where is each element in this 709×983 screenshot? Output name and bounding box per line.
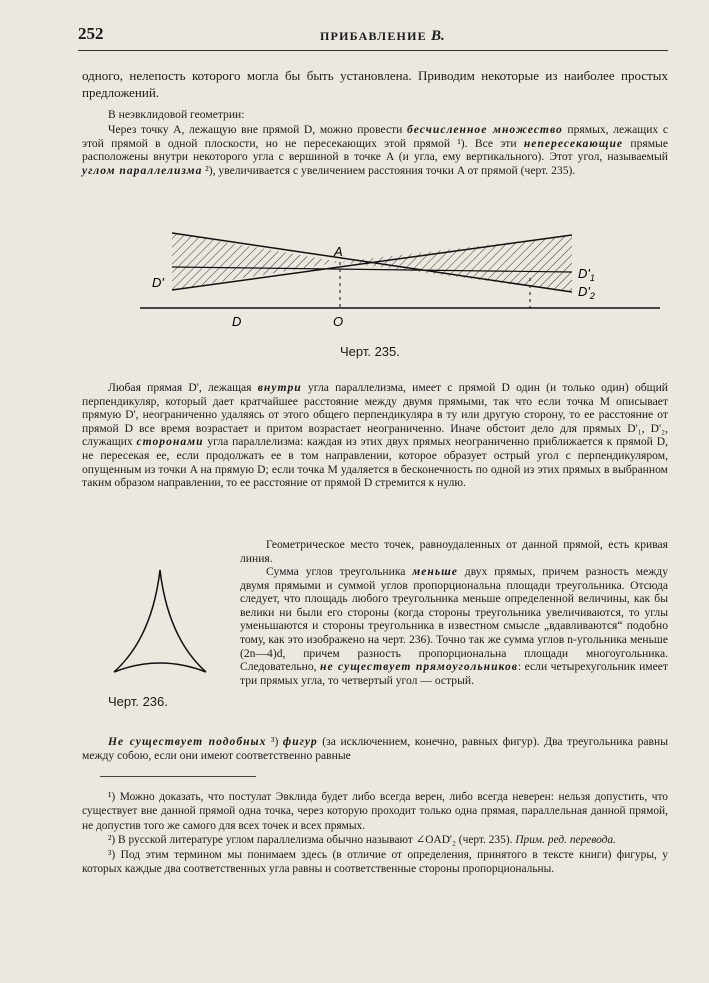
running-head [320, 28, 445, 45]
figure-235 [140, 228, 660, 338]
text-run: угла параллелизма: каждая из этих двух прямых неограниченно приближается к прямой D, не пересекая ее, если продолжать ее в том направлении, которое образует острый угол с перпендикуляром, опущенным из точки A на прямую D; если точка M удаляется в бесконечность по одной из этих прямых в выбранном таким образом направлении, то ее расстояние от прямой D стремится к нулю. [82, 435, 668, 490]
emphasis: бесчисленное множество [407, 123, 563, 136]
text-run: Любая прямая D', лежащая [108, 381, 258, 394]
emphasis: Не существует подобных [108, 735, 267, 748]
emphasis: сторонами [136, 435, 204, 449]
editor-note: Прим. ред. перевода. [515, 834, 616, 847]
paragraph-similar-figures [82, 735, 668, 762]
text-run: Через точку A, лежащую вне прямой D, можно провести [108, 123, 408, 136]
paragraph-equidistant: Геометрическое место точек, равноудаленных от данной прямой, есть кривая линия. [240, 538, 668, 565]
text-run: Сумма углов треугольника [266, 565, 413, 578]
paragraph-triangle-sum [240, 565, 668, 687]
page-number: 252 [78, 24, 104, 43]
text-run: прямых, лежащих с этой прямой в одной плоскости, но не пересекающих этой прямой ¹). Все эти [82, 123, 669, 150]
running-head-title: ПРИБАВЛЕНИЕ [320, 29, 427, 43]
label-d1 [578, 266, 595, 283]
emphasis: не существует прямоугольников [320, 660, 518, 674]
text-run: прямые расположены внутри некоторого угла с вершиной в точке A (и угла, ему вертикального). Этот угол, называемый [82, 136, 668, 164]
paragraph-intro: одного, нелепость которого могла бы быть установлена. Приводим некоторые из наиболее простых предложений. [82, 68, 668, 100]
emphasis: меньше [412, 565, 458, 578]
label-a: A [334, 244, 343, 259]
footnote-2 [82, 833, 668, 847]
figure-236 [100, 560, 220, 700]
label-d2 [578, 284, 595, 301]
emphasis: непересекающие [523, 136, 624, 150]
paragraph-parallels [82, 123, 668, 177]
label-d2-sub: 2 [589, 291, 595, 301]
running-head-letter: B. [431, 28, 445, 44]
footnote-3: ³) Под этим термином мы понимаем здесь (в отличие от определения, принятого в тексте книги) фигуры, у которых каждые два соответственных угла равны и соответственные стороны пропорциональны. [82, 848, 668, 876]
curved-triangle [114, 570, 206, 672]
label-o: O [333, 314, 344, 329]
page-header [78, 24, 668, 51]
text-run: ²), увеличивается с увеличением расстояния точки A от прямой (черт. 235). [202, 163, 576, 177]
label-d1-sub: 1 [589, 273, 595, 283]
footnotes [82, 790, 668, 876]
paragraph-heading: В неэвклидовой геометрии: [108, 108, 245, 121]
text-run: ²) В русской литературе углом параллелизма обычно называют ∠OAD'₂ (черт. 235). [108, 834, 516, 847]
hatched-region-left [172, 233, 340, 290]
paragraph-parallelism-angle [82, 381, 668, 490]
text-run: (за исключением, конечно, равных фигур). Два треугольника равны между собою, если они имеют соответственно равные [82, 735, 668, 762]
label-d1-main: D' [578, 266, 590, 281]
label-d2-main: D' [578, 284, 590, 299]
emphasis: внутри [257, 381, 302, 394]
emphasis: фигур [282, 735, 318, 748]
figure-236-caption: Черт. 236. [108, 694, 168, 709]
footnote-rule [100, 776, 256, 777]
label-d-prime: D' [152, 275, 164, 290]
text-run: двух прямых, причем разность между двумя прямыми и суммой углов пропорциональна площади треугольника. Отсюда следует, что площадь любого треугольника меньше определенной величины, как бы велики ни были его стороны (когда стороны треугольника увеличиваются, то углы уменьшаются и стороны треугольника в известном смысле „вдавливаются“ подобно тому, как это изображено на черт. 236). Точно так же сумма углов n-угольника меньше (2n—4)d, причем разность пропорциональна площади многоугольника. Следовательно, [240, 565, 668, 674]
footnote-1: ¹) Можно доказать, что постулат Эвклида будет либо всегда верен, либо всегда неверен: нельзя допустить, что существует вне данной прямой одна точка, через которую проходит только одна прямая, параллельная данной прямой, не допустив того же самого для всех точек и всех прямых. [82, 791, 668, 832]
figure-235-caption: Черт. 235. [340, 344, 400, 359]
text-run: ³) [266, 735, 283, 748]
label-d: D [232, 314, 242, 329]
text-run: угла параллелизма, имеет с прямой D один (и только один) общий перпендикуляр, который дает кратчайшее расстояние между двумя прямыми, так что если точка M описывает прямую D', неограниченно удаляясь от этого общего перпендикуляра в ту или другую сторону, то ее расстояние от прямой D все время возрастает и притом возрастает неограниченно. Иначе обстоит дело для прямых D'₁, D'₂, служащих [82, 381, 668, 449]
emphasis: углом параллелизма [82, 163, 203, 177]
text-run: : если четырехугольник имеет три прямых угла, то четвертый угол — острый. [240, 660, 668, 687]
